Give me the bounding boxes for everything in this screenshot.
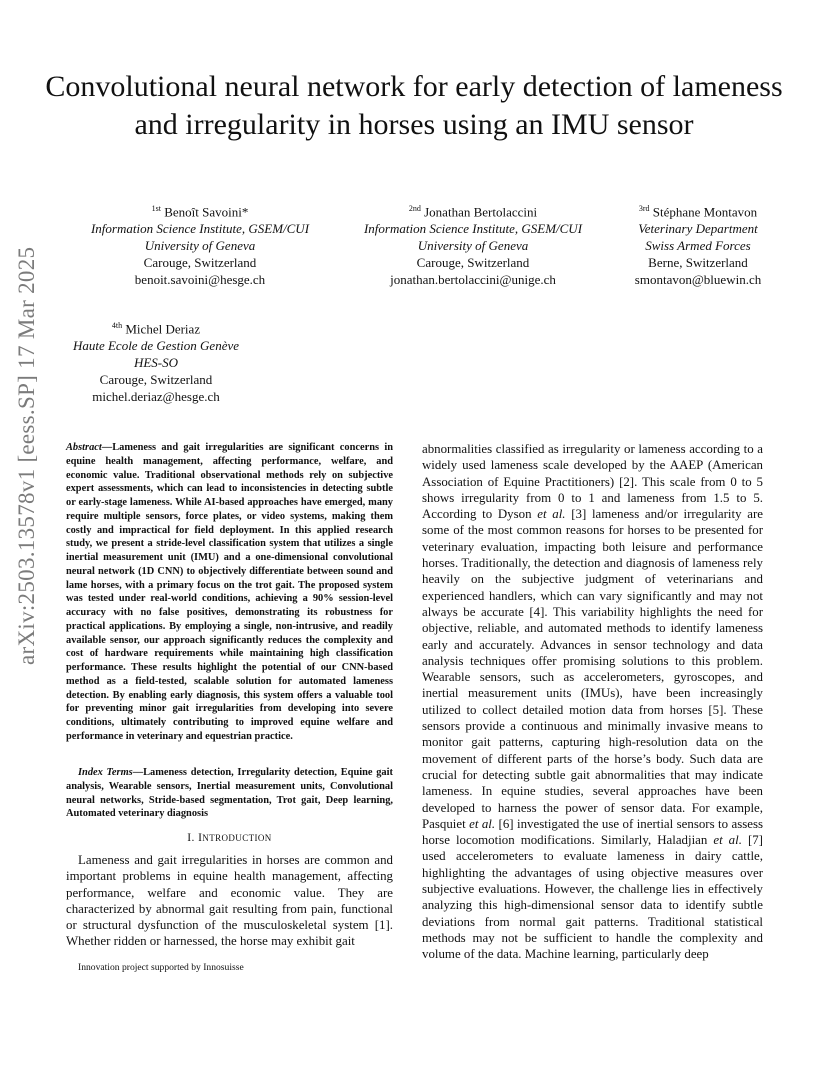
section-heading: I. INTRODUCTION — [187, 832, 272, 844]
author-organization: HES-SO — [133, 354, 179, 370]
author-name: $^{2nd}$ Jonathan Bertolaccini — [408, 204, 538, 220]
abstract — [66, 441, 393, 744]
author-block-4 — [56, 318, 256, 405]
author-block-2 — [352, 201, 594, 288]
intro-paragraph: Lameness and gait irregularities in horses are common and important problems in equine health management, affecting performance, welfare and economic value. They are characterized by abnormal gait resulting from pain, functional or structural dysfunction of the musculoskeletal system [1]. Whether ridden or harnessed, the horse may exhibit gait — [66, 853, 393, 949]
author-block-1 — [80, 201, 320, 288]
index-terms — [66, 766, 393, 821]
abstract-text: —Lameness and gait irregularities are significant concerns in equine health management, affecting performance, welfare, and economic value. Traditional observational methods rely on subjective expert assessments, which can lead to inconsistencies in detecting subtle or early-stage lameness. While AI-based approaches have emerged, many require multiple sensors, force plates, or video systems, making them costly and impractical for field deployment. In this applied research study, we present a stride-level classification system that utilizes a single inertial measurement unit (IMU) and a one-dimensional convolutional neural network (1D CNN) to objectively differentiate between sound and lame horses, with a primary focus on the trot gait. The proposed system was tested under real-world conditions, achieving a 90% session-level accuracy with no false positives, demonstrating its robustness for practical applications. By employing a single, non-intrusive, and readily available sensor, our approach significantly reduces the complexity and cost of hardware requirements while maintaining high classification performance. These results highlight the potential of our CNN-based method as a field-tested, scalable solution for automated lameness detection. By enabling early diagnosis, this system offers a valuable tool for preventing minor gait irregularities from developing into severe conditions, ultimately contributing to improved equine welfare and performance in veterinary and equestrian practice. — [66, 442, 393, 742]
author-location: Berne, Switzerland — [648, 254, 748, 270]
author-name: $^{4th}$ Michel Deriaz — [111, 321, 201, 337]
author-affiliation: Veterinary Department — [638, 221, 758, 237]
author-block-3 — [608, 201, 788, 288]
footnote: Innovation project supported by Innosuisse — [78, 962, 244, 973]
paper-title: Convolutional neural network for early detection of lameness and irregularity in horses using an IMU sensor — [45, 70, 783, 141]
author-email: michel.deriaz@hesge.ch — [92, 388, 220, 404]
author-location: Carouge, Switzerland — [416, 254, 530, 270]
abstract-label: Abstract — [66, 442, 102, 453]
right-column-text: abnormalities classified as irregularity or lameness according to a widely used lameness scale developed by the AAEP (American Association of Equine Practitioners) [2]. This scale from 0 to 5 shows irregularity from 0 to 1 and lameness from 1.5 to 5. According to Dyson et al. [3] lameness and/or irregularity are some of the most common reasons for horses to be presented for veterinary evaluation, impacting both leisure and performance horses. Traditionally, the detection and diagnosis of lameness rely heavily on the subjective judgment of veterinarians and experienced handlers, which can vary significantly and may not always be accurate [4]. This variability highlights the need for objective, reliable, and automated methods to identify lameness early and accurately. Advances in sensor technology and data analysis techniques offer promising solutions to this problem. Wearable sensors, such as accelerometers, gyroscopes, and inertial measurement units (IMUs), have been increasingly utilized to collect detailed motion data from horses [5]. These sensors provide a continuous and minimally invasive means to monitor gait patterns, capturing high-resolution data on the movement of different parts of the horse’s body. Such data are crucial for detecting subtle gait abnormalities that may indicate lameness. In equine studies, several approaches have been developed to harness the power of sensor data. For example, Pasquiet et al. [6] investigated the use of inertial sensors to assess horse locomotion modifications. Similarly, Haladjian et al. [7] used accelerometers to evaluate lameness in dairy cattle, highlighting the advantages of using objective measures over subjective evaluations. However, the challenge lies in effectively analyzing this high-dimensional sensor data to identify subtle deviations from normal gait patterns. Traditional statistical methods may not be sufficient to handle the complexity and volume of the data. Machine learning, particularly deep — [422, 442, 764, 962]
author-location: Carouge, Switzerland — [99, 371, 213, 387]
author-name: $^{1st}$ Benoît Savoini* — [151, 204, 249, 220]
author-email: benoit.savoini@hesge.ch — [134, 271, 266, 287]
author-name: $^{3rd}$ Stéphane Montavon — [638, 204, 758, 220]
index-terms-label: Index Terms — [78, 767, 133, 778]
author-organization: University of Geneva — [144, 237, 256, 253]
author-email: smontavon@bluewin.ch — [634, 271, 762, 287]
author-affiliation: Haute Ecole de Gestion Genève — [72, 338, 240, 354]
author-affiliation: Information Science Institute, GSEM/CUI — [363, 221, 583, 237]
author-email: jonathan.bertolaccini@unige.ch — [390, 271, 556, 287]
author-organization: University of Geneva — [417, 237, 529, 253]
arxiv-identifier: arXiv:2503.13578v1 [eess.SP] 17 Mar 2025 — [14, 246, 39, 665]
index-terms-text: —Lameness detection, Irregularity detection, Equine gait analysis, Wearable sensors, Inertial measurement units, Convolutional neural networks, Stride-based segmentation, Trot gait, Deep learning, Automated veterinary diagnosis — [66, 767, 393, 820]
author-organization: Swiss Armed Forces — [645, 237, 751, 253]
author-affiliation: Information Science Institute, GSEM/CUI — [90, 221, 310, 237]
author-location: Carouge, Switzerland — [143, 254, 257, 270]
